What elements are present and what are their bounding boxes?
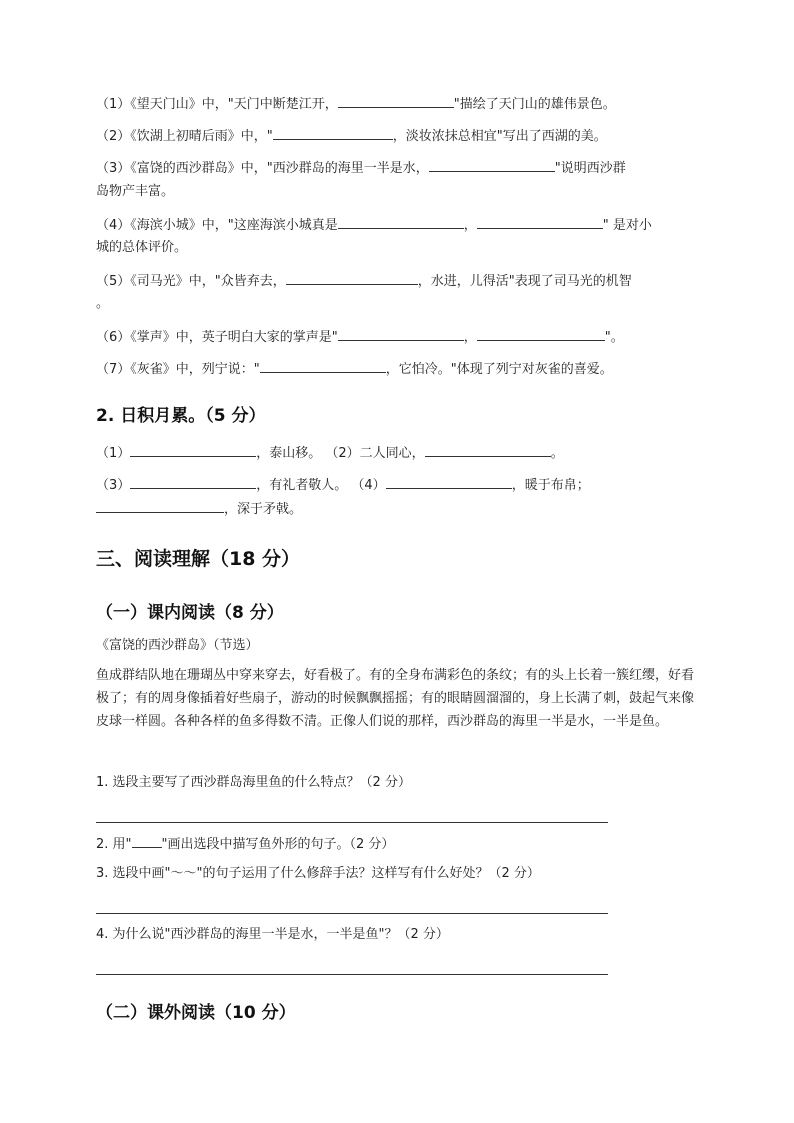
answer-blank[interactable] [130,443,256,457]
q2-title: 2. 日积月累。（5 分） [96,406,266,426]
answer-blank[interactable] [477,215,603,229]
q1-item-4: （4）《海滨小城》中，"这座海滨小城真是 ， " 是对小 [96,215,652,235]
underline-sample [132,834,162,848]
q2-line-3: ，深于矛戟。 [96,499,302,519]
q2-line-2: （3） ，有礼者敬人。 （4） ，暖于布帛； [96,475,590,495]
q1-item-4-cont: 城的总体评价。 [96,240,188,255]
q2-line-1: （1） ，泰山移。 （2）二人同心， 。 [96,443,564,463]
part2-title: （二）课外阅读（10 分） [96,1003,296,1023]
answer-blank[interactable] [273,126,393,140]
q1-item-2: （2）《饮湖上初晴后雨》中，" ，淡妆浓抹总相宜"写出了西湖的美。 [96,126,607,146]
passage-text: 鱼成群结队地在珊瑚丛中穿来穿去，好看极了。有的全身布满彩色的条纹；有的头上长着一簇红缨，好看极了；有的周身像插着好些扇子，游动的时候飘飘摇摇；有的眼睛圆溜溜的，身上长满了刺，鼓起气来像皮球一样圆。各种各样的鱼多得数不清。正像人们说的那样，西沙群岛的海里一半是水，一半是鱼。 [96,668,695,729]
part1-question-2: 2. 用" "画出选段中描写鱼外形的句子。（2 分） [96,834,394,854]
answer-blank[interactable] [96,499,224,513]
answer-blank[interactable] [260,359,386,373]
q1-item-1: （1）《望天门山》中，"天门中断楚江开， "描绘了天门山的雄伟景色。 [96,94,616,114]
answer-blank[interactable] [425,443,551,457]
answer-blank[interactable] [338,327,464,341]
answer-line[interactable] [96,974,608,975]
q1-item-5: （5）《司马光》中，"众皆弃去， ，水进，儿得活"表现了司马光的机智 [96,271,632,291]
q1-item-3-cont: 岛物产丰富。 [96,184,175,199]
answer-line[interactable] [96,822,608,823]
answer-blank[interactable] [477,327,605,341]
answer-blank[interactable] [338,94,454,108]
part1-question-4: 4. 为什么说"西沙群岛的海里一半是水，一半是鱼"？（2 分） [96,927,449,942]
q1-item-7: （7）《灰雀》中，列宁说：" ，它怕冷。"体现了列宁对灰雀的喜爱。 [96,359,613,379]
part1-question-1: 1. 选段主要写了西沙群岛海里鱼的什么特点？（2 分） [96,775,411,790]
answer-blank[interactable] [429,158,555,172]
answer-blank[interactable] [130,475,256,489]
q1-item-5-cont: 。 [96,296,110,311]
q1-item-3: （3）《富饶的西沙群岛》中，"西沙群岛的海里一半是水， "说明西沙群 [96,158,626,178]
section-title: 三、阅读理解（18 分） [96,548,301,570]
answer-line[interactable] [96,913,608,914]
answer-blank[interactable] [286,271,418,285]
passage-source: 《富饶的西沙群岛》（节选） [96,638,259,653]
q1-item-6: （6）《掌声》中，英子明白大家的掌声是" ， "。 [96,327,624,347]
answer-blank[interactable] [338,215,464,229]
answer-blank[interactable] [386,475,512,489]
part1-question-3: 3. 选段中画"～～"的句子运用了什么修辞手法？这样写有什么好处？（2 分） [96,866,540,881]
part1-title: （一）课内阅读（8 分） [96,603,284,623]
